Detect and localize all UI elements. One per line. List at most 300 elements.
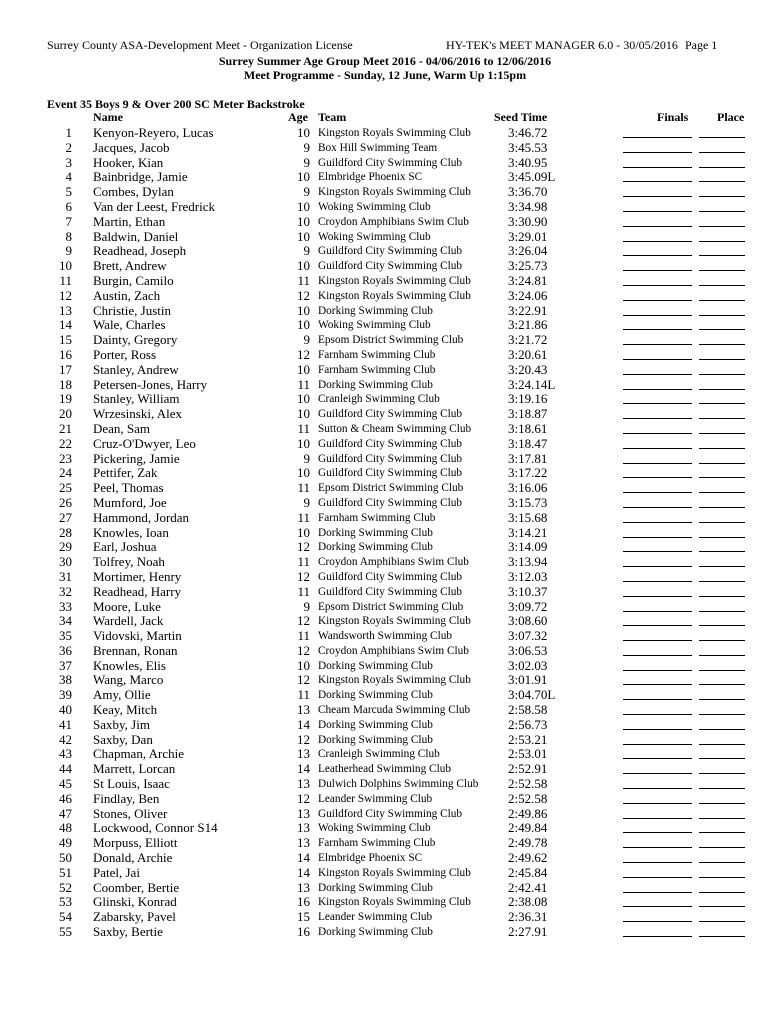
finals-blank-line [623,818,692,819]
seed-time: 3:30.90 [508,213,548,229]
seed-time: 3:16.06 [508,480,548,496]
place-blank-line [699,255,745,256]
place-blank-line [699,507,745,508]
seed-time: 3:24.81 [508,272,548,288]
team-name: Guildford City Swimming Club [318,260,463,273]
place-blank-line [699,477,745,478]
place-blank-line [699,729,745,730]
place-blank-line [699,611,745,612]
finals-blank-line [623,714,692,715]
seed-time: 2:45.84 [508,864,548,880]
seed-time: 2:38.08 [508,894,548,910]
swimmer-name: Marrett, Lorcan [93,761,176,777]
table-row [0,318,770,333]
team-name: Croydon Amphibians Swim Club [318,644,469,657]
swimmer-name: Findlay, Ben [93,790,160,806]
entry-number: 2 [65,139,72,155]
place-blank-line [699,374,745,375]
swimmer-age: 16 [297,894,310,910]
swimmer-name: Glinski, Konrad [93,894,177,910]
swimmer-name: Cruz-O'Dwyer, Leo [93,435,196,451]
team-name: Croydon Amphibians Swim Club [318,556,469,569]
swimmer-name: Hooker, Kian [93,154,164,170]
seed-time: 3:20.61 [508,346,548,362]
seed-time: 3:29.01 [508,228,548,244]
swimmer-name: Amy, Ollie [93,687,151,703]
finals-blank-line [623,655,692,656]
swimmer-name: Zabarsky, Pavel [93,909,176,925]
swimmer-age: 10 [297,465,310,481]
finals-blank-line [623,684,692,685]
swimmer-name: Mortimer, Henry [93,568,182,584]
swimmer-age: 10 [297,361,310,377]
swimmer-age: 10 [297,228,310,244]
seed-time: 3:14.09 [508,539,548,555]
entry-number: 20 [59,406,72,422]
seed-time: 3:18.47 [508,435,548,451]
finals-blank-line [623,418,692,419]
entry-number: 33 [59,598,72,614]
finals-blank-line [623,433,692,434]
swimmer-name: Porter, Ross [93,346,157,362]
seed-time: 3:24.14L [508,376,556,392]
seed-time: 3:09.72 [508,598,548,614]
swimmer-name: Knowles, Ioan [93,524,169,540]
event-title: Event 35 Boys 9 & Over 200 SC Meter Backstroke [47,97,305,111]
team-name: Dulwich Dolphins Swimming Club [318,778,479,791]
team-name: Dorking Swimming Club [318,881,433,894]
swimmer-name: Saxby, Jim [93,716,150,732]
swimmer-name: Jacques, Jacob [93,139,170,155]
table-row [0,747,770,762]
team-name: Croydon Amphibians Swim Club [318,215,469,228]
place-blank-line [699,359,745,360]
seed-time: 3:02.03 [508,657,548,673]
table-row [0,452,770,467]
swimmer-age: 14 [297,716,310,732]
swimmer-name: Chapman, Archie [93,746,184,762]
seed-time: 3:15.73 [508,494,548,510]
seed-time: 3:36.70 [508,184,548,200]
swimmer-age: 12 [297,731,310,747]
place-blank-line [699,270,745,271]
finals-blank-line [623,374,692,375]
team-name: Guildford City Swimming Club [318,807,463,820]
team-name: Dorking Swimming Club [318,733,433,746]
swimmer-name: Wrzesinski, Alex [93,406,183,422]
swimmer-age: 12 [297,790,310,806]
seed-time: 3:46.72 [508,125,548,140]
finals-blank-line [623,463,692,464]
seed-time: 3:04.70L [508,687,556,703]
place-blank-line [699,921,745,922]
column-header-team: Team [318,110,347,124]
seed-time: 3:40.95 [508,154,548,170]
team-name: Woking Swimming Club [318,319,431,332]
place-blank-line [699,433,745,434]
software-header [446,38,717,53]
table-row [0,718,770,733]
column-header-name: Name [93,110,123,124]
table-row [0,259,770,274]
team-name: Kingston Royals Swimming Club [318,615,471,628]
swimmer-age: 11 [297,509,310,525]
entry-number: 10 [59,258,72,274]
finals-blank-line [623,403,692,404]
swimmer-age: 10 [297,317,310,333]
table-row [0,496,770,511]
swimmer-age: 14 [297,761,310,777]
table-row [0,304,770,319]
table-row [0,925,770,940]
entries-table [0,126,770,940]
finals-blank-line [623,832,692,833]
finals-blank-line [623,906,692,907]
swimmer-name: Baldwin, Daniel [93,228,179,244]
table-row [0,170,770,185]
meet-title: Surrey Summer Age Group Meet 2016 - 04/06/2016 to 12/06/2016 [218,54,552,68]
swimmer-age: 10 [297,302,310,318]
organization-header: Surrey County ASA-Development Meet - Organization License [47,38,353,52]
swimmer-age: 12 [297,346,310,362]
swimmer-name: Readhead, Joseph [93,243,187,259]
team-name: Kingston Royals Swimming Club [318,127,471,139]
seed-time: 3:26.04 [508,243,548,259]
place-blank-line [699,551,745,552]
swimmer-name: Earl, Joshua [93,539,157,555]
table-row [0,289,770,304]
finals-blank-line [623,344,692,345]
seed-time: 2:49.62 [508,850,548,866]
swimmer-name: Dean, Sam [93,420,151,436]
place-blank-line [699,936,745,937]
finals-blank-line [623,551,692,552]
table-row [0,511,770,526]
swimmer-name: Morpuss, Elliott [93,835,178,851]
swimmer-name: Patel, Jai [93,864,140,880]
table-row [0,659,770,674]
entry-number: 7 [65,213,72,229]
entry-number: 18 [59,376,72,392]
seed-time: 2:52.58 [508,776,548,792]
swimmer-age: 11 [297,554,310,570]
swimmer-age: 11 [297,272,310,288]
column-header-seed-time: Seed Time [494,110,548,124]
swimmer-name: Wale, Charles [93,317,166,333]
table-row [0,540,770,555]
seed-time: 3:08.60 [508,613,548,629]
place-blank-line [699,537,745,538]
table-row [0,126,770,141]
finals-blank-line [623,803,692,804]
place-blank-line [699,847,745,848]
seed-time: 3:45.09L [508,169,556,185]
entry-number: 27 [59,509,72,525]
team-name: Dorking Swimming Club [318,718,433,731]
swimmer-age: 9 [303,598,310,614]
place-blank-line [699,684,745,685]
swimmer-name: Kenyon-Reyero, Lucas [93,125,214,140]
team-name: Guildford City Swimming Club [318,437,463,450]
table-row [0,629,770,644]
table-row [0,733,770,748]
finals-blank-line [623,892,692,893]
entry-number: 13 [59,302,72,318]
team-name: Farnham Swimming Club [318,511,436,524]
table-row [0,777,770,792]
team-name: Guildford City Swimming Club [318,245,463,258]
team-name: Woking Swimming Club [318,200,431,213]
team-name: Elmbridge Phoenix SC [318,171,423,184]
seed-time: 3:14.21 [508,524,548,540]
place-blank-line [699,241,745,242]
entry-number: 3 [65,154,72,170]
swimmer-age: 13 [297,702,310,718]
finals-blank-line [623,359,692,360]
swimmer-age: 9 [303,450,310,466]
swimmer-age: 13 [297,879,310,895]
swimmer-age: 9 [303,332,310,348]
entry-number: 37 [59,657,72,673]
place-blank-line [699,522,745,523]
swimmer-name: Lockwood, Connor S14 [93,820,218,836]
seed-time: 3:19.16 [508,391,548,407]
table-row [0,881,770,896]
entry-number: 5 [65,184,72,200]
place-blank-line [699,152,745,153]
seed-time: 2:58.58 [508,702,548,718]
swimmer-age: 14 [297,864,310,880]
finals-blank-line [623,196,692,197]
place-blank-line [699,344,745,345]
entry-number: 44 [59,761,72,777]
place-blank-line [699,818,745,819]
swimmer-name: Dainty, Gregory [93,332,178,348]
entry-number: 55 [59,924,72,940]
swimmer-name: Donald, Archie [93,850,173,866]
finals-blank-line [623,181,692,182]
table-row [0,407,770,422]
table-row [0,141,770,156]
entry-number: 14 [59,317,72,333]
finals-blank-line [623,788,692,789]
swimmer-age: 10 [297,258,310,274]
table-row [0,363,770,378]
table-row [0,866,770,881]
swimmer-age: 12 [297,287,310,303]
swimmer-name: Christie, Justin [93,302,172,318]
swimmer-name: Burgin, Camilo [93,272,174,288]
seed-time: 3:25.73 [508,258,548,274]
table-row [0,792,770,807]
team-name: Leander Swimming Club [318,792,433,805]
entry-number: 38 [59,672,72,688]
team-name: Woking Swimming Club [318,822,431,835]
entry-number: 24 [59,465,72,481]
seed-time: 2:42.41 [508,879,548,895]
finals-blank-line [623,758,692,759]
place-blank-line [699,329,745,330]
swimmer-age: 9 [303,494,310,510]
swimmer-name: Combes, Dylan [93,184,174,200]
swimmer-age: 11 [297,420,310,436]
place-blank-line [699,773,745,774]
swimmer-age: 10 [297,198,310,214]
team-name: Cranleigh Swimming Club [318,748,440,761]
seed-time: 3:20.43 [508,361,548,377]
table-row [0,392,770,407]
team-name: Guildford City Swimming Club [318,467,463,480]
entry-number: 28 [59,524,72,540]
place-blank-line [699,640,745,641]
finals-blank-line [623,729,692,730]
swimmer-name: Wardell, Jack [93,613,164,629]
team-name: Kingston Royals Swimming Club [318,186,471,199]
swimmer-age: 13 [297,805,310,821]
swimmer-name: Knowles, Elis [93,657,166,673]
entry-number: 47 [59,805,72,821]
place-blank-line [699,448,745,449]
swimmer-name: Hammond, Jordan [93,509,190,525]
entry-number: 16 [59,346,72,362]
entry-number: 49 [59,835,72,851]
table-row [0,274,770,289]
seed-time: 3:18.61 [508,420,548,436]
entry-number: 9 [65,243,72,259]
place-blank-line [699,566,745,567]
swimmer-name: Coomber, Bertie [93,879,180,895]
team-name: Leander Swimming Club [318,911,433,924]
swimmer-name: Readhead, Harry [93,583,182,599]
team-name: Epsom District Swimming Club [318,482,464,495]
finals-blank-line [623,625,692,626]
place-blank-line [699,892,745,893]
table-row [0,585,770,600]
finals-blank-line [623,241,692,242]
swimmer-name: Pettifer, Zak [93,465,158,481]
seed-time: 2:36.31 [508,909,548,925]
swimmer-age: 9 [303,243,310,259]
seed-time: 2:53.01 [508,746,548,762]
table-row [0,673,770,688]
swimmer-age: 10 [297,213,310,229]
team-name: Kingston Royals Swimming Club [318,674,471,687]
entry-number: 36 [59,642,72,658]
swimmer-age: 11 [297,480,310,496]
finals-blank-line [623,389,692,390]
entry-number: 39 [59,687,72,703]
team-name: Kingston Royals Swimming Club [318,896,471,909]
swimmer-name: Stones, Oliver [93,805,168,821]
place-blank-line [699,463,745,464]
team-name: Epsom District Swimming Club [318,600,464,613]
table-row [0,466,770,481]
team-name: Dorking Swimming Club [318,526,433,539]
table-row [0,230,770,245]
entry-number: 41 [59,716,72,732]
team-name: Guildford City Swimming Club [318,585,463,598]
seed-time: 3:21.86 [508,317,548,333]
entry-number: 48 [59,820,72,836]
place-blank-line [699,670,745,671]
finals-blank-line [623,877,692,878]
swimmer-age: 11 [297,376,310,392]
place-blank-line [699,699,745,700]
seed-time: 2:53.21 [508,731,548,747]
seed-time: 3:13.94 [508,554,548,570]
entry-number: 29 [59,539,72,555]
finals-blank-line [623,477,692,478]
swimmer-name: Petersen-Jones, Harry [93,376,208,392]
swimmer-age: 10 [297,169,310,185]
seed-time: 3:45.53 [508,139,548,155]
team-name: Kingston Royals Swimming Club [318,866,471,879]
swimmer-name: Stanley, Andrew [93,361,179,377]
finals-blank-line [623,448,692,449]
table-row [0,910,770,925]
place-blank-line [699,906,745,907]
place-blank-line [699,137,745,138]
team-name: Woking Swimming Club [318,230,431,243]
place-blank-line [699,300,745,301]
swimmer-age: 11 [297,628,310,644]
team-name: Kingston Royals Swimming Club [318,289,471,302]
finals-blank-line [623,226,692,227]
team-name: Farnham Swimming Club [318,363,436,376]
swimmer-age: 11 [297,583,310,599]
swimmer-age: 12 [297,613,310,629]
table-row [0,422,770,437]
finals-blank-line [623,492,692,493]
place-blank-line [699,788,745,789]
swimmer-age: 10 [297,657,310,673]
swimmer-name: Saxby, Bertie [93,924,163,940]
team-name: Leatherhead Swimming Club [318,763,452,776]
swimmer-age: 10 [297,406,310,422]
entry-number: 43 [59,746,72,762]
finals-blank-line [623,566,692,567]
swimmer-age: 9 [303,184,310,200]
swimmer-name: Brennan, Ronan [93,642,178,658]
swimmer-name: Peel, Thomas [93,480,164,496]
table-row [0,156,770,171]
place-blank-line [699,389,745,390]
entry-number: 46 [59,790,72,806]
table-row [0,378,770,393]
team-name: Dorking Swimming Club [318,541,433,554]
table-row [0,348,770,363]
team-name: Dorking Swimming Club [318,304,433,317]
table-row [0,836,770,851]
seed-time: 3:22.91 [508,302,548,318]
finals-blank-line [623,329,692,330]
seed-time: 3:17.81 [508,450,548,466]
entry-number: 35 [59,628,72,644]
team-name: Dorking Swimming Club [318,689,433,702]
swimmer-age: 10 [297,391,310,407]
table-row [0,200,770,215]
place-blank-line [699,196,745,197]
seed-time: 2:49.78 [508,835,548,851]
entry-number: 11 [59,272,72,288]
seed-time: 3:10.37 [508,583,548,599]
table-row [0,215,770,230]
finals-blank-line [623,640,692,641]
table-row [0,555,770,570]
place-blank-line [699,181,745,182]
finals-blank-line [623,315,692,316]
entry-number: 21 [59,420,72,436]
